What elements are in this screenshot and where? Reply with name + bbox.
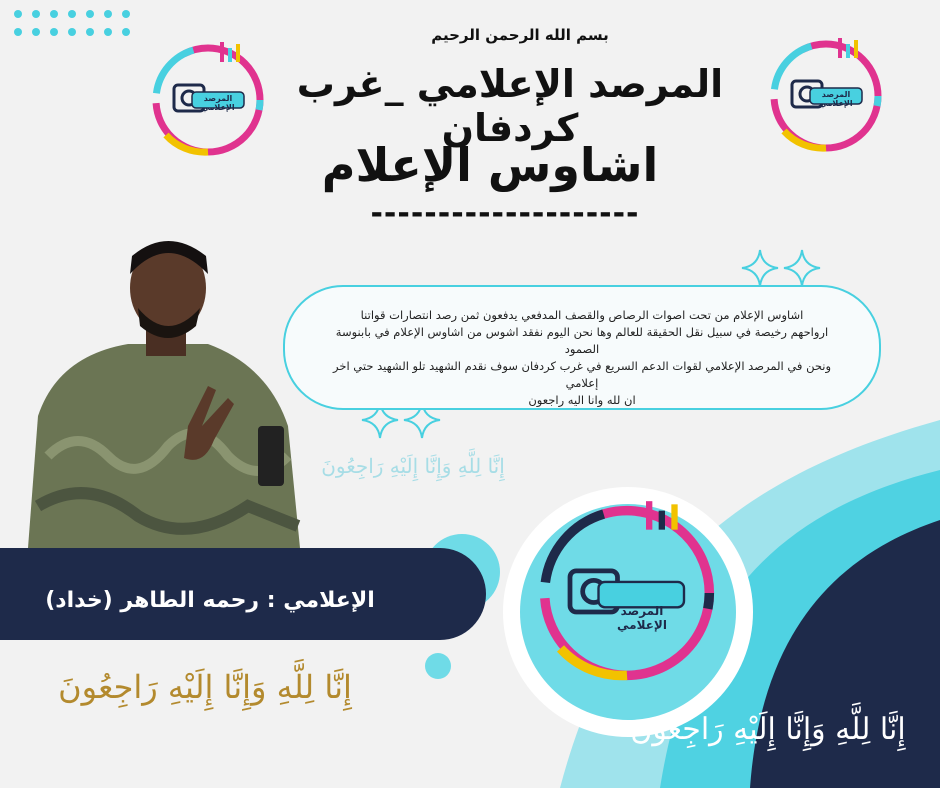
logo-large-label: المرصد الإعلامي bbox=[617, 604, 667, 632]
memorial-text-line-3: ونحن في المرصد الإعلامي لقوات الدعم السريع في غرب كردفان سوف نقدم الشهيد تلو الشهيد حتي اخر إعلامي bbox=[333, 359, 831, 390]
memorial-text-line-1: اشاوس الإعلام من تحت اصوات الرصاص والقصف المدفعي يدفعون ثمن رصد انتصارات قواتنا bbox=[360, 308, 804, 322]
person-name: الإعلامي : رحمه الطاهر (خداد) bbox=[45, 588, 375, 613]
logo-right-label: المرصد الإعلامي bbox=[819, 90, 853, 108]
memorial-text-box bbox=[283, 285, 881, 410]
logo-large bbox=[532, 498, 722, 688]
divider-line: -------------------- bbox=[370, 196, 640, 231]
logo-left-label: المرصد الإعلامي bbox=[201, 94, 235, 112]
page-subtitle: اشاوس الإعلام bbox=[321, 138, 659, 192]
verse-gold: إِنَّا لِلَّهِ وَإِنَّا إِلَيْهِ رَاجِعُونَ bbox=[58, 668, 352, 706]
bismillah-heading: بسم الله الرحمن الرحيم bbox=[431, 26, 609, 44]
page-title: المرصد الإعلامي _غرب كردفان bbox=[296, 62, 724, 150]
verse-white: إِنَّا لِلَّهِ وَإِنَّا إِلَيْهِ رَاجِعُونَ bbox=[630, 712, 906, 747]
sparkle-top-decoration bbox=[740, 248, 830, 288]
verse-faint: إِنَّا لِلَّهِ وَإِنَّا إِلَيْهِ رَاجِعُونَ bbox=[321, 454, 505, 478]
person-photo bbox=[18, 226, 308, 548]
memorial-text-line-4: ان لله وانا اليه راجعون bbox=[528, 393, 636, 407]
memorial-text-line-2: ارواحهم رخيصة في سبيل نقل الحقيقة للعالم وها نحن اليوم نفقد اشوس من اشاوس الإعلام في بابنوسة الصمود bbox=[335, 325, 829, 356]
dot-grid-decoration bbox=[12, 8, 132, 38]
